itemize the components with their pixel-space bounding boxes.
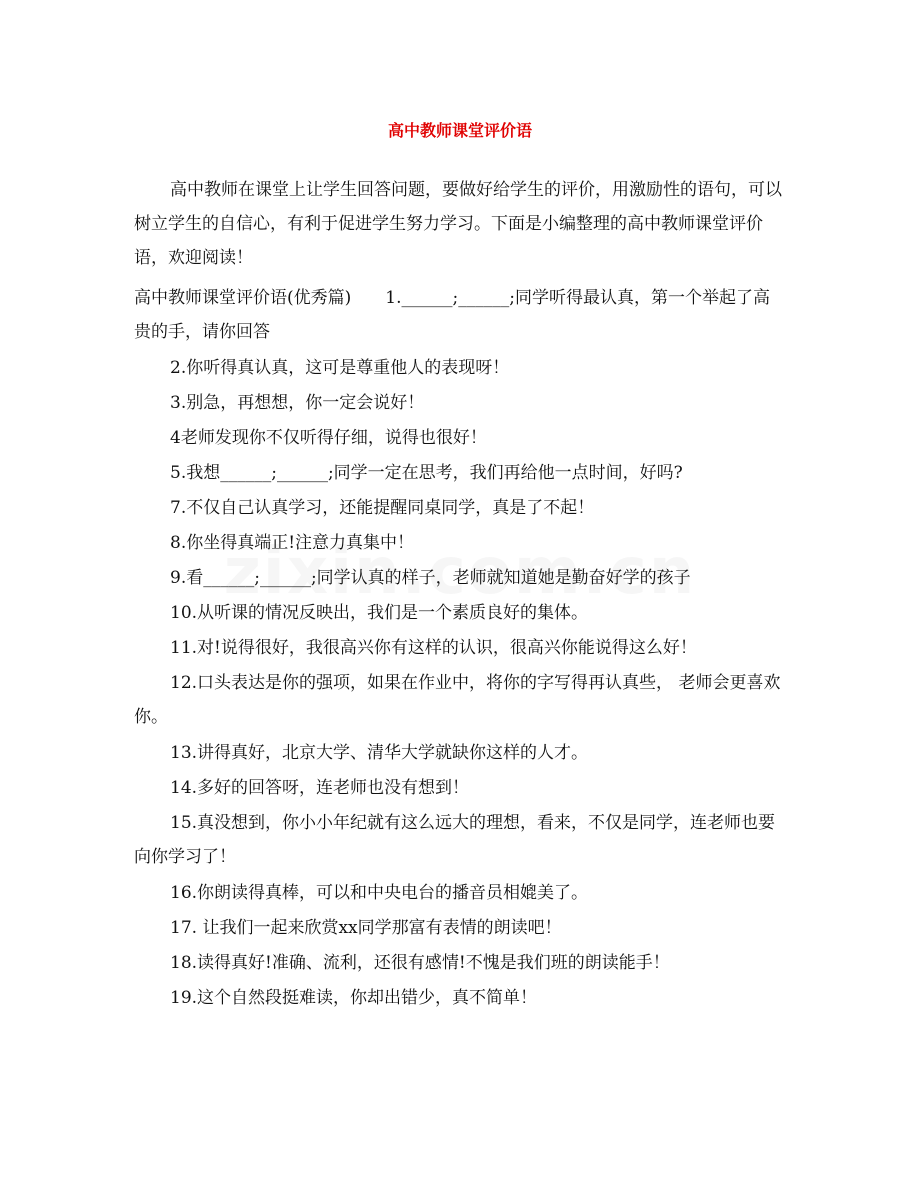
- list-item: 2.你听得真认真，这可是尊重他人的表现呀！: [170, 358, 510, 378]
- intro-paragraph: 高中教师在课堂上让学生回答问题，要做好给学生的评价，用激励性的语句，可以树立学生的自信心，有利于促进学生努力学习。下面是小编整理的高中教师课堂评价语，欢迎阅读！: [134, 180, 782, 268]
- list-item: 11.对!说得很好，我很高兴你有这样的认识，很高兴你能说得这么好！: [170, 638, 697, 658]
- list-item: 8.你坐得真端正!注意力真集中！: [170, 533, 415, 553]
- list-item: 19.这个自然段挺难读，你却出错少，真不简单！: [170, 988, 538, 1008]
- section-line: 高中教师课堂评价语(优秀篇) 1.______;______;同学听得最认真，第一个举起了高贵的手，请你回答: [134, 288, 770, 342]
- list-item: 15.真没想到，你小小年纪就有这么远大的理想，看来，不仅是同学，连老师也要向你学习了！: [134, 813, 776, 867]
- list-item: 5.我想______;______;同学一定在思考，我们再给他一点时间，好吗?: [170, 463, 683, 483]
- list-item: 18.读得真好!准确、流利，还很有感情!不愧是我们班的朗读能手！: [170, 953, 670, 973]
- list-item: 12.口头表达是你的强项，如果在作业中，将你的字写得再认真些， 老师会更喜欢你。: [134, 673, 781, 727]
- list-item: 4老师发现你不仅听得仔细，说得也很好！: [170, 428, 487, 448]
- list-item: 3.别急，再想想，你一定会说好！: [170, 393, 425, 413]
- list-item: 14.多好的回答呀，连老师也没有想到！: [170, 778, 470, 798]
- list-item: 7.不仅自己认真学习，还能提醒同桌同学，真是了不起！: [170, 498, 595, 518]
- list-item: 9.看______;______;同学认真的样子，老师就知道她是勤奋好学的孩子: [170, 568, 691, 588]
- list-item: 16.你朗读得真棒，可以和中央电台的播音员相媲美了。: [170, 883, 589, 903]
- document-title: 高中教师课堂评价语: [387, 121, 532, 140]
- list-item: 13.讲得真好，北京大学、清华大学就缺你这样的人才。: [170, 743, 589, 763]
- list-item: 10.从听课的情况反映出，我们是一个素质良好的集体。: [170, 603, 589, 623]
- list-item: 17. 让我们一起来欣赏xx同学那富有表情的朗读吧！: [170, 918, 562, 938]
